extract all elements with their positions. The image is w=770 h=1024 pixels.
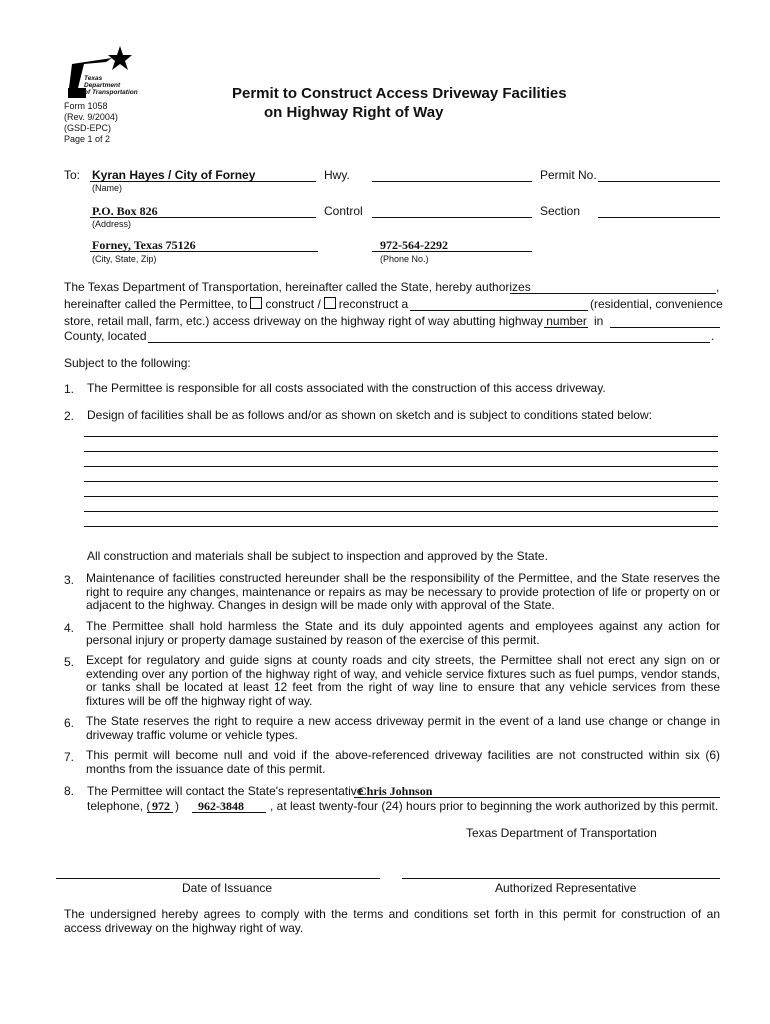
construct-checkbox[interactable]: [250, 297, 262, 309]
highway-number-field[interactable]: [544, 327, 588, 328]
date-of-issuance-label: Date of Issuance: [182, 881, 273, 895]
phone-field[interactable]: 972-564-2292: [380, 238, 448, 252]
logo-text-line: Department: [84, 82, 121, 89]
item-number: 5.: [64, 655, 75, 669]
item-text: The State reserves the right to require a new access driveway permit in the event of a land use change or change in driveway traffic volume or vehicle types.: [86, 714, 720, 742]
item-text: Except for regulatory and guide signs at county roads and city streets, the Permittee shall not erect any sign on or extending over any portion of the highway right of way, and vehicle service fixtures such as fuel pumps, vendor stands, or tanks shall be located at least 12 feet from the right of way line to ensure that any vehicle services from these fixtures will be off the highway right of way.: [86, 653, 720, 708]
telephone-label: telephone, (: [87, 799, 151, 813]
permittee-field[interactable]: [510, 293, 716, 294]
section-label: Section: [540, 204, 581, 218]
logo-text: [84, 75, 138, 96]
page-number: Page 1 of 2: [64, 134, 111, 144]
rep-phone-field[interactable]: 962-3848: [198, 799, 244, 813]
page-title: Permit to Construct Access Driveway Facilities: [232, 85, 567, 102]
intro-text: (residential, convenience: [590, 297, 723, 311]
txdot-label: Texas Department of Transportation: [466, 826, 657, 840]
item-number: 8.: [64, 784, 75, 798]
item-text: The Permittee will contact the State's representative: [87, 784, 364, 798]
area-code-field[interactable]: 972: [152, 799, 170, 813]
punctuation: ): [175, 799, 179, 813]
item-text: Design of facilities shall be as follows and/or as shown on sketch and is subject to conditions stated below:: [87, 408, 652, 422]
reconstruct-checkbox[interactable]: [324, 297, 336, 309]
intro-line: The Texas Department of Transportation, hereinafter called the State, hereby authorizes: [64, 280, 531, 294]
date-of-issuance-line[interactable]: [56, 878, 380, 879]
design-line[interactable]: [84, 436, 718, 437]
address-field[interactable]: P.O. Box 826: [92, 204, 158, 218]
logo-text-line: of Transportation: [84, 89, 138, 96]
city-field[interactable]: Forney, Texas 75126: [92, 238, 196, 252]
item-number: 4.: [64, 621, 75, 635]
permit-no-label: Permit No.: [540, 168, 597, 182]
item-text: This permit will become null and void if the above-referenced driveway facilities are not constructed within six (6) months from the issuance date of this permit.: [86, 748, 720, 776]
representative-name-field[interactable]: Chris Johnson: [358, 784, 433, 798]
driveway-type-field[interactable]: [410, 310, 588, 311]
phone-caption: (Phone No.): [380, 254, 429, 264]
punctuation: ,: [716, 280, 720, 294]
item-number: 3.: [64, 573, 75, 587]
construct-label: construct /: [265, 297, 321, 311]
design-line[interactable]: [84, 511, 718, 512]
address-caption: (Address): [92, 219, 132, 229]
closing-statement: The undersigned hereby agrees to comply with the terms and conditions set forth in this permit for construction of an access driveway on the highway right of way.: [64, 907, 720, 935]
item-text: Maintenance of facilities constructed hereunder shall be the responsibility of the Permittee, and the State reserves the right to require any changes, maintenance or repairs as may be necessary to provide protection of life or property on or adjacent to the highway. Changes in design will be made only with approval of the State.: [86, 571, 720, 612]
hwy-field[interactable]: [372, 181, 532, 182]
permit-no-field[interactable]: [598, 181, 720, 182]
intro-text: in: [594, 314, 604, 328]
form-revision: (Rev. 9/2004): [64, 112, 118, 122]
reconstruct-label: reconstruct a: [338, 297, 409, 311]
item-number: 2.: [64, 409, 75, 423]
intro-line: County, located: [64, 329, 147, 343]
section-field[interactable]: [598, 217, 720, 218]
intro-line: store, retail mall, farm, etc.) access driveway on the highway right of way abutting highway number: [64, 314, 587, 328]
name-caption: (Name): [92, 183, 123, 193]
county-located-field[interactable]: [148, 342, 710, 343]
authorized-representative-label: Authorized Representative: [495, 881, 637, 895]
item-number: 7.: [64, 750, 75, 764]
punctuation: .: [711, 329, 715, 343]
form-division: (GSD-EPC): [64, 123, 111, 133]
to-label: To:: [64, 168, 81, 182]
control-label: Control: [324, 204, 363, 218]
design-line[interactable]: [84, 481, 718, 482]
intro-text: hereinafter called the Permittee, to: [64, 297, 248, 311]
name-field[interactable]: Kyran Hayes / City of Forney: [92, 168, 256, 182]
item-text: , at least twenty-four (24) hours prior to beginning the work authorized by this permit.: [270, 799, 719, 813]
item-number: 6.: [64, 716, 75, 730]
page-subtitle: on Highway Right of Way: [264, 104, 444, 121]
city-caption: (City, State, Zip): [92, 254, 157, 264]
item-text: The Permittee is responsible for all costs associated with the construction of this access driveway.: [87, 381, 606, 395]
form-number: Form 1058: [64, 101, 108, 111]
item-text: The Permittee shall hold harmless the State and its duly appointed agents and employees against any action for personal injury or property damage sustained by reason of the exercise of this permit.: [86, 619, 720, 647]
design-line[interactable]: [84, 496, 718, 497]
in-field[interactable]: [610, 327, 720, 328]
intro-line: [64, 297, 408, 311]
control-field[interactable]: [372, 217, 532, 218]
logo-text-line: Texas: [84, 75, 103, 82]
hwy-label: Hwy.: [324, 168, 350, 182]
design-line[interactable]: [84, 526, 718, 527]
inspection-text: All construction and materials shall be subject to inspection and approved by the State.: [87, 549, 548, 563]
authorized-representative-line[interactable]: [402, 878, 720, 879]
subject-heading: Subject to the following:: [64, 356, 191, 370]
item-number: 1.: [64, 382, 75, 396]
design-line[interactable]: [84, 466, 718, 467]
design-line[interactable]: [84, 451, 718, 452]
form-id: [64, 101, 118, 145]
